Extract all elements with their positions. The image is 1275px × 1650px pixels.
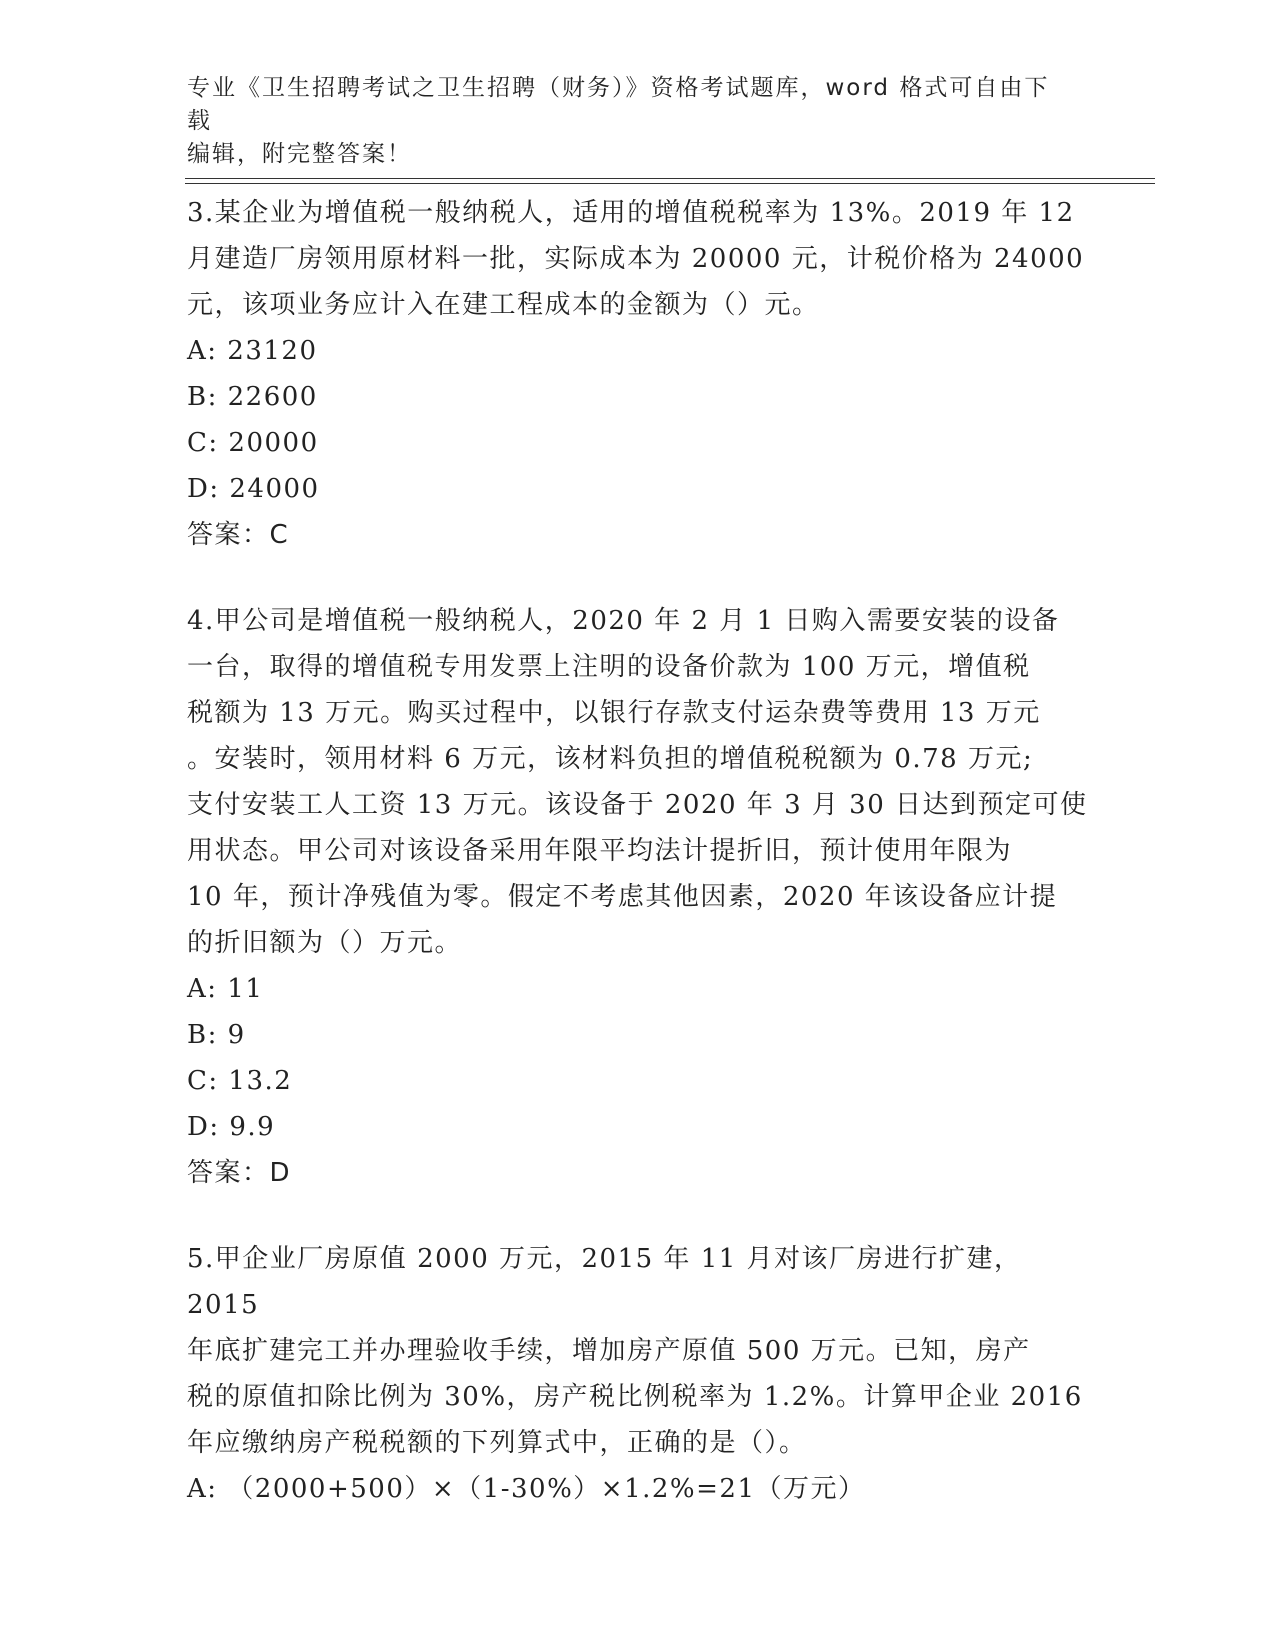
header-rule-bottom	[185, 183, 1155, 184]
question-4	[187, 598, 1092, 1196]
option-c: C: 13.2	[187, 1066, 293, 1096]
header-line-2: 编辑，附完整答案！	[187, 141, 412, 167]
question-text-line: 。安装时，领用材料 6 万元，该材料负担的增值税税额为 0.78 万元;	[187, 744, 1034, 774]
option-b: B: 22600	[187, 382, 318, 412]
header-line-1: 专业《卫生招聘考试之卫生招聘（财务）》资格考试题库，word 格式可自由下载	[187, 75, 1050, 134]
option-a: A: 23120	[187, 336, 318, 366]
question-text-line: 年底扩建完工并办理验收手续，增加房产原值 500 万元。已知，房产	[187, 1336, 1031, 1366]
question-3	[187, 190, 1092, 558]
option-d: D: 9.9	[187, 1112, 276, 1142]
question-text-line: 4.甲公司是增值税一般纳税人，2020 年 2 月 1 日购入需要安装的设备	[187, 606, 1060, 636]
question-text-line: 用状态。甲公司对该设备采用年限平均法计提折旧，预计使用年限为	[187, 836, 1013, 866]
question-text-line: 一台，取得的增值税专用发票上注明的设备价款为 100 万元，增值税	[187, 652, 1031, 682]
question-text-line: 元，该项业务应计入在建工程成本的金额为（）元。	[187, 290, 820, 320]
header-rule-top	[185, 178, 1155, 179]
answer-line: 答案：D	[187, 1158, 292, 1188]
option-a: A: 11	[187, 974, 264, 1004]
question-text-line: 年应缴纳房产税税额的下列算式中，正确的是（）。	[187, 1428, 807, 1458]
question-text-line: 10 年，预计净残值为零。假定不考虑其他因素，2020 年该设备应计提	[187, 882, 1058, 912]
question-text-line: 5.甲企业厂房原值 2000 万元，2015 年 11 月对该厂房进行扩建，2015	[187, 1244, 1022, 1320]
question-text-line: 税的原值扣除比例为 30%，房产税比例税率为 1.2%。计算甲企业 2016	[187, 1382, 1083, 1412]
option-d: D: 24000	[187, 474, 320, 504]
question-text-line: 税额为 13 万元。购买过程中，以银行存款支付运杂费等费用 13 万元	[187, 698, 1041, 728]
option-a: A: （2000+500）×（1-30%）×1.2%=21（万元）	[187, 1474, 866, 1504]
question-text-line: 3.某企业为增值税一般纳税人，适用的增值税税率为 13%。2019 年 12	[187, 198, 1075, 228]
question-text-line: 支付安装工人工资 13 万元。该设备于 2020 年 3 月 30 日达到预定可使	[187, 790, 1088, 820]
document-header	[187, 72, 1067, 171]
question-text-line: 月建造厂房领用原材料一批，实际成本为 20000 元，计税价格为 24000	[187, 244, 1085, 274]
answer-line: 答案：C	[187, 520, 290, 550]
question-text-line: 的折旧额为（）万元。	[187, 928, 463, 958]
question-5	[187, 1236, 1092, 1512]
option-b: B: 9	[187, 1020, 246, 1050]
option-c: C: 20000	[187, 428, 319, 458]
